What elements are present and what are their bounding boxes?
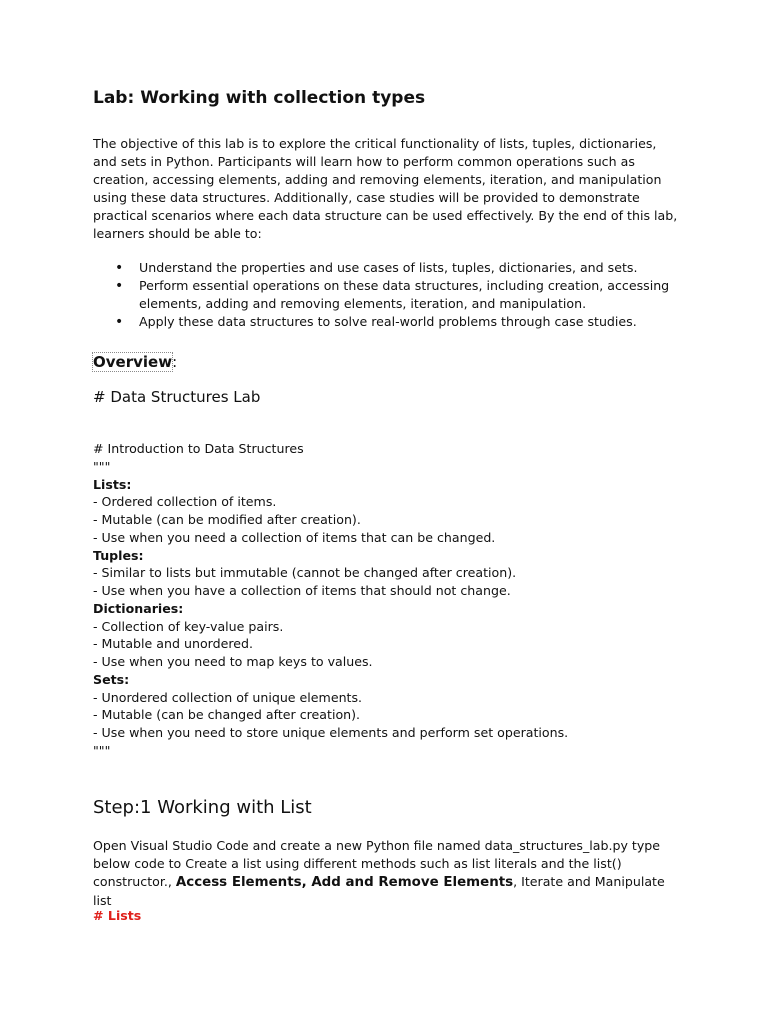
code-line: - Mutable (can be modified after creation). bbox=[93, 512, 361, 527]
code-line: - Ordered collection of items. bbox=[93, 494, 277, 510]
code-line: - Use when you need a collection of items that can be changed. bbox=[93, 529, 496, 545]
code-line: """ bbox=[93, 458, 111, 474]
code-line: - Use when you have a collection of items that should not change. bbox=[93, 583, 511, 598]
code-section-heading: Sets: bbox=[93, 671, 130, 687]
document-title: Lab: Working with collection types bbox=[93, 88, 426, 108]
code-line: - Use when you need to store unique elements and perform set operations. bbox=[93, 725, 569, 740]
list-item: • Apply these data structures to solve real-world problems through case studies. bbox=[93, 313, 683, 331]
code-line: # Introduction to Data Structures bbox=[93, 441, 304, 456]
overview-heading bbox=[93, 353, 177, 371]
step-desc-text-end: , Iterate and Manipulate list bbox=[93, 874, 665, 908]
code-section-heading: Tuples: bbox=[93, 547, 144, 563]
code-line: """ bbox=[93, 742, 111, 758]
code-line: - Use when you need to map keys to values. bbox=[93, 654, 373, 669]
code-section-heading: Dictionaries: bbox=[93, 600, 184, 616]
lists-comment: # Lists bbox=[93, 908, 142, 923]
data-structures-heading: # Data Structures Lab bbox=[93, 388, 261, 406]
step-desc-bold: Access Elements, Add and Remove Elements bbox=[175, 875, 514, 890]
list-item: • Perform essential operations on these data structures, including creation, accessing elements, adding and removing elements, iteration, and manipulation. bbox=[93, 277, 683, 313]
code-section-heading: Lists: bbox=[93, 476, 132, 492]
step-desc-text: Open Visual Studio Code and create a new Python file named data_structures_lab.py type below code to Create a list using different methods such as list literals and the list() constructor., bbox=[93, 838, 661, 889]
overview-label: Overview bbox=[93, 353, 173, 371]
code-line: - Collection of key-value pairs. bbox=[93, 618, 284, 634]
code-line: - Similar to lists but immutable (cannot be changed after creation). bbox=[93, 565, 517, 581]
objectives-list bbox=[93, 259, 683, 331]
intro-code-block bbox=[93, 440, 683, 760]
code-line: - Mutable (can be changed after creation). bbox=[93, 707, 361, 723]
intro-paragraph: The objective of this lab is to explore the critical functionality of lists, tuples, dictionaries, and sets in Python. Participants will learn how to perform common operations such as creation, accessing elements, adding and removing elements, iteration, and manipulation using these data structures. Additionally, case studies will be provided to demonstrate practical scenarios where each data structure can be used effectively. By the end of this lab, learners should be able to: bbox=[93, 136, 678, 241]
step-1-description bbox=[93, 837, 683, 910]
list-item: • Understand the properties and use cases of lists, tuples, dictionaries, and sets. bbox=[93, 259, 683, 277]
step-1-heading: Step:1 Working with List bbox=[93, 797, 312, 818]
overview-colon: : bbox=[172, 353, 178, 371]
code-line: - Mutable and unordered. bbox=[93, 636, 254, 652]
code-line: - Unordered collection of unique elements. bbox=[93, 689, 363, 705]
